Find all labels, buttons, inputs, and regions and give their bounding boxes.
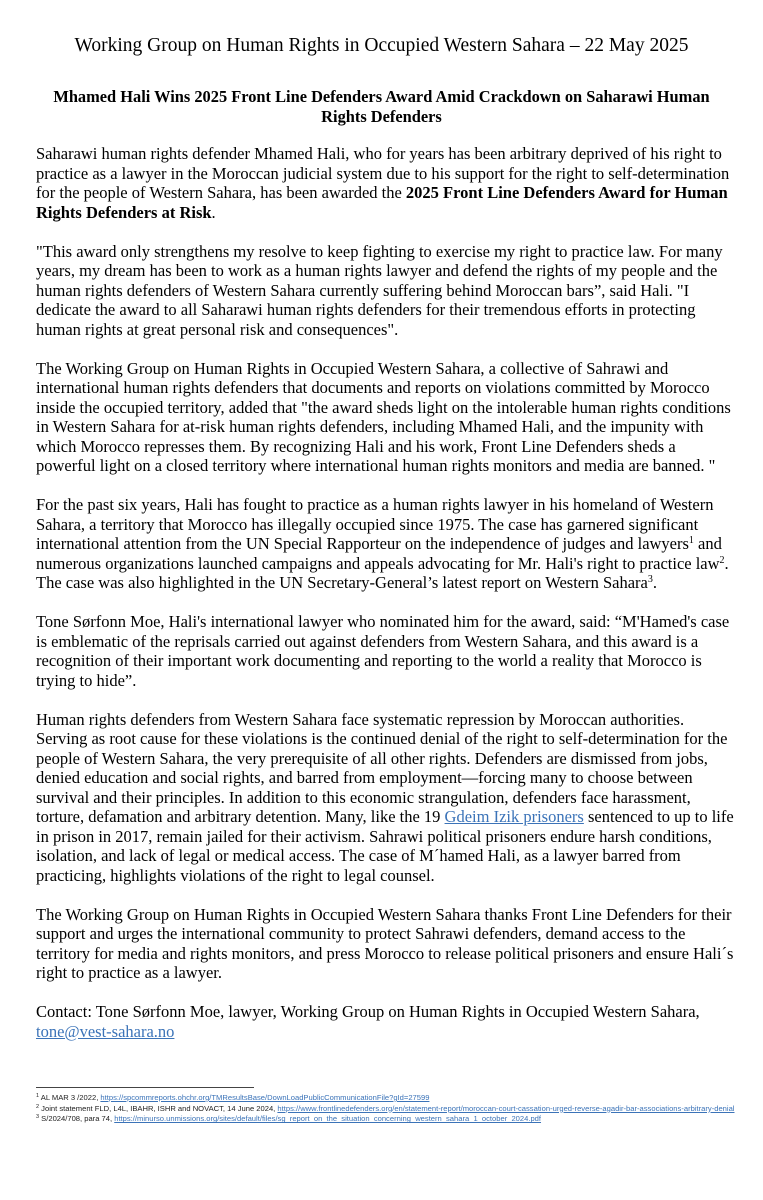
paragraph-2: "This award only strengthens my resolve to keep fighting to exercise my right to practice law. For many years, my dream has been to work as a human rights lawyer and defend the rights of my people and the human rights defenders of Western Sahara currently suffering behind Moroccan bars”, said Hali. "I dedicate the award to all Saharawi human rights defenders for their tremendous efforts in protecting human rights at great personal risk and consequences". (36, 241, 723, 339)
footnote-divider (36, 1087, 254, 1088)
paragraph-7: The Working Group on Human Rights in Occupied Western Sahara thanks Front Line Defenders for their support and urges the international community to protect Sahrawi defenders, demand access to the territory for media and rights monitors, and press Morocco to release political prisoners and ensure Hali´s right to practice as a lawyer. (36, 904, 734, 982)
footnote-2-link[interactable]: https://www.frontlinedefenders.org/en/statement-report/moroccan-court-cassation-urged-reverse-agadir-bar-associations-arbitrary-denial (277, 1103, 735, 1113)
paragraph-4-part-b: and numerous organizations launched campaigns and appeals advocating for Mr. Hali's right to practice law (36, 534, 722, 573)
paragraph-4-part-a: For the past six years, Hali has fought to practice as a human rights lawyer in his homeland of Western Sahara, a territory that Morocco has illegally occupied since 1975. The case has garnered significant international attention from the UN Special Rapporteur on the independence of judges and lawyers (36, 495, 714, 553)
footnote-1 (36, 1093, 736, 1104)
award-name: 2025 Front Line Defenders Award for Human Rights Defenders at Risk (36, 183, 728, 222)
gdeim-izik-link[interactable]: Gdeim Izik prisoners (444, 807, 584, 826)
paragraph-6-part-a: Human rights defenders from Western Sahara face systematic repression by Moroccan authorities. Serving as root cause for these violations is the continued denial of the right to self-determination for the people of Western Sahara, the very prerequisite of all other rights. Defenders are dismissed from jobs, denied education and social rights, and barred from employment—forcing many to choose between survival and their principles. In addition to this economic strangulation, defenders face harassment, torture, defamation and arbitrary detention. Many, like the 19 (36, 709, 728, 826)
footnote-3-link[interactable]: https://minurso.unmissions.org/sites/default/files/sg_report_on_the_situation_concerning_western_sahara_1_october_2024.pdf (114, 1114, 542, 1124)
paragraph-1-text: Saharawi human rights defender Mhamed Hali, who for years has been arbitrary deprived of his right to practice as a lawyer in the Moroccan judicial system due to his support for the right to self-determination for the people of Western Sahara, has been awarded the (36, 144, 730, 202)
footnote-text: Joint statement FLD, L4L, IBAHR, ISHR and NOVACT, 14 June 2024, (39, 1103, 278, 1113)
paragraph-5: Tone Sørfonn Moe, Hali's international lawyer who nominated him for the award, said: “M'Hamed's case is emblematic of the reprisals carried out against defenders from Western Sahara, and this award is a recognition of their important work documenting and reporting to the world a reality that Morocco is trying to hide”. (36, 612, 730, 690)
footnote-ref-1[interactable]: 1 (688, 535, 694, 546)
footnote-number: 2 (36, 1103, 40, 1110)
paragraph-1 (36, 144, 736, 222)
paragraph-6-part-b: sentenced to up to life in prison in 2017, remain jailed for their activism. Sahrawi political prisoners endure harsh conditions, isolation, and lack of legal or medical access. The case of M´hamed Hali, as a lawyer barred from practicing, highlights violations of the right to legal counsel. (36, 807, 734, 885)
contact-email-link[interactable]: tone@vest-sahara.no (36, 1021, 175, 1041)
contact-paragraph (36, 1002, 736, 1041)
footnote-text: S/2024/708, para 74, (39, 1114, 115, 1124)
footnote-2 (36, 1104, 736, 1115)
paragraph-3: The Working Group on Human Rights in Occupied Western Sahara, a collective of Sahrawi and international human rights defenders that documents and reports on violations committed by Morocco inside the occupied territory, added that "the award sheds light on the intolerable human rights conditions in Western Sahara for at-risk human rights defenders, including Mhamed Hali, and the impunity with which Morocco represses them. By recognizing Hali and his work, Front Line Defenders sheds a powerful light on a closed territory where international human rights monitors and media are banned. " (36, 358, 731, 475)
article-body (36, 144, 736, 1041)
footnote-1-link[interactable]: https://spcommreports.ohchr.org/TMResultsBase/DownLoadPublicCommunicationFile?gId=27599 (100, 1093, 430, 1102)
document-header: Working Group on Human Rights in Occupied Western Sahara – 22 May 2025 (74, 35, 689, 56)
footnote-ref-2[interactable]: 2 (719, 554, 725, 566)
footnote-ref-3[interactable]: 3 (647, 574, 653, 585)
paragraph-4 (36, 495, 736, 593)
paragraph-4-part-d: . (652, 573, 657, 592)
contact-text: Contact: Tone Sørfonn Moe, lawyer, Working Group on Human Rights in Occupied Western Sahara, (36, 1002, 700, 1021)
paragraph-6 (36, 710, 736, 886)
footnote-number: 1 (36, 1093, 40, 1099)
footnotes (36, 1093, 736, 1125)
article-title: Mhamed Hali Wins 2025 Front Line Defenders Award Amid Crackdown on Saharawi Human Rights Defenders (53, 87, 710, 126)
paragraph-4-part-c: . The case was also highlighted in the UN Secretary-General’s latest report on Western Sahara (36, 553, 729, 592)
paragraph-1-end: . (211, 202, 216, 222)
footnote-3 (36, 1114, 736, 1125)
footnote-number: 3 (36, 1114, 40, 1121)
footnote-text: AL MAR 3 /2022, (39, 1093, 101, 1102)
